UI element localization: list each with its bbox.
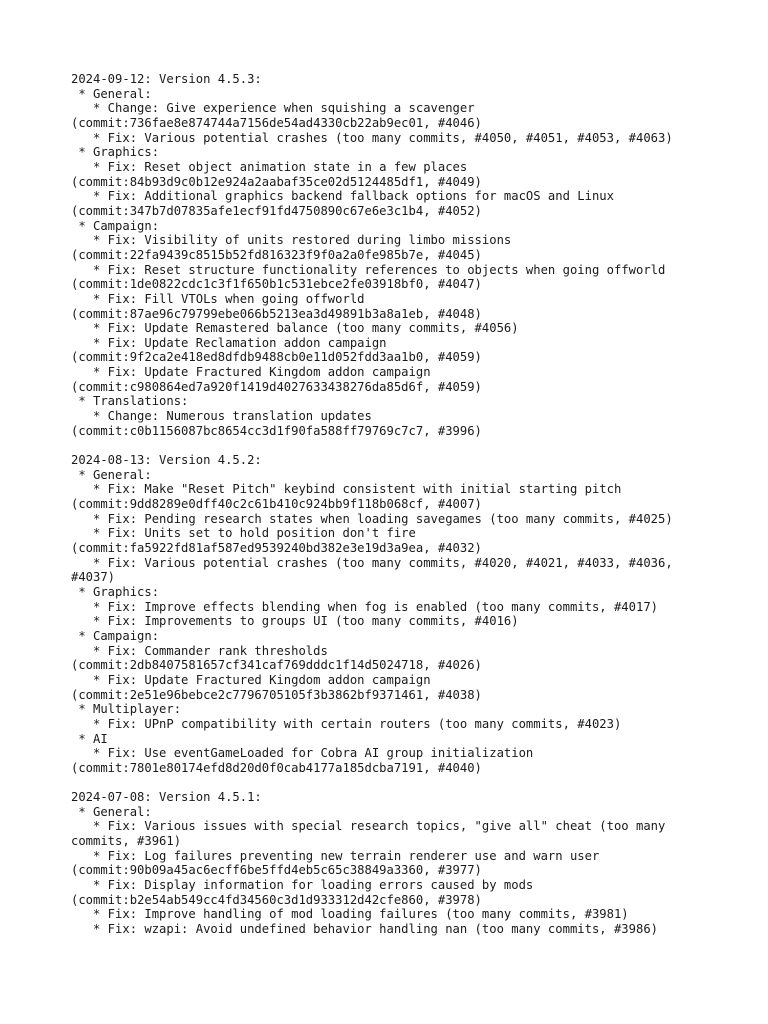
- release-heading: 2024-09-12: Version 4.5.3:: [71, 72, 262, 86]
- changelog-line: * General:: [71, 467, 152, 482]
- changelog-line: * Fix: Various issues with special research topics, "give all" cheat (too many: [71, 819, 666, 834]
- changelog-line: * Campaign:: [71, 218, 160, 233]
- changelog-line: * Fix: Units set to hold position don't fire: [71, 526, 416, 541]
- changelog-line: * Fix: wzapi: Avoid undefined behavior handling nan (too many commits, #3986): [71, 922, 658, 937]
- release-heading: 2024-08-13: Version 4.5.2:: [71, 453, 262, 468]
- changelog-line: (commit:84b93d9c0b12e924a2aabaf35ce02d5124485df1, #4049): [71, 174, 482, 189]
- changelog-line: * Fix: Make "Reset Pitch" keybind consistent with initial starting pitch: [71, 482, 622, 497]
- release-block: [71, 72, 751, 438]
- changelog-line: * Fix: Improve effects blending when fog is enabled (too many commits, #4017): [71, 599, 658, 614]
- changelog-line: * Fix: Use eventGameLoaded for Cobra AI group initialization: [71, 746, 534, 761]
- changelog-line: * Fix: Reset object animation state in a few places: [71, 159, 468, 174]
- changelog-line: * Fix: Pending research states when loading savegames (too many commits, #4025): [71, 511, 673, 526]
- changelog-line: (commit:fa5922fd81af587ed9539240bd382e3e19d3a9ea, #4032): [71, 540, 482, 555]
- changelog-line: * Fix: Reset structure functionality references to objects when going offworld: [71, 262, 666, 277]
- changelog-line: (commit:7801e80174efd8d20d0f0cab4177a185dcba7191, #4040): [71, 760, 482, 775]
- release-block: [71, 790, 751, 937]
- changelog-line: * Fix: Visibility of units restored during limbo missions: [71, 233, 512, 248]
- changelog-line: * Fix: Update Fractured Kingdom addon campaign: [71, 365, 431, 380]
- changelog-line: * Campaign:: [71, 628, 160, 643]
- release-block: [71, 453, 751, 775]
- changelog-line: (commit:87ae96c79799ebe066b5213ea3d49891b3a8a1eb, #4048): [71, 306, 482, 321]
- changelog-line: * AI: [71, 731, 108, 746]
- changelog-line: (commit:b2e54ab549cc4fd34560c3d1d933312d42cfe860, #3978): [71, 892, 482, 907]
- changelog-line: * Translations:: [71, 394, 189, 409]
- changelog-line: (commit:9f2ca2e418ed8dfdb9488cb0e11d052fdd3aa1b0, #4059): [71, 350, 482, 365]
- changelog-line: (commit:22fa9439c8515b52fd816323f9f0a2a0fe985b7e, #4045): [71, 247, 482, 262]
- changelog-line: * General:: [71, 804, 152, 819]
- changelog-line: (commit:2e51e96bebce2c7796705105f3b3862bf9371461, #4038): [71, 687, 482, 702]
- changelog-line: * Fix: Improve handling of mod loading failures (too many commits, #3981): [71, 907, 629, 922]
- changelog-line: * Fix: Commander rank thresholds: [71, 643, 328, 658]
- changelog-line: * Fix: Log failures preventing new terrain renderer use and warn user: [71, 848, 600, 863]
- changelog-document: [71, 72, 751, 951]
- changelog-line: (commit:90b09a45ac6ecff6be5ffd4eb5c65c38849a3360, #3977): [71, 863, 482, 878]
- changelog-line: (commit:347b7d07835afe1ecf91fd4750890c67e6e3c1b4, #4052): [71, 203, 482, 218]
- changelog-line: * Fix: Update Reclamation addon campaign: [71, 335, 387, 350]
- changelog-line: (commit:2db8407581657cf341caf769dddc1f14d5024718, #4026): [71, 658, 482, 673]
- changelog-line: * Fix: Various potential crashes (too many commits, #4050, #4051, #4053, #4063): [71, 130, 673, 145]
- changelog-line: * Fix: Update Remastered balance (too many commits, #4056): [71, 321, 519, 336]
- changelog-line: * Change: Give experience when squishing a scavenger: [71, 101, 475, 116]
- changelog-line: * Fix: Various potential crashes (too many commits, #4020, #4021, #4033, #4036,: [71, 555, 673, 570]
- changelog-line: #4037): [71, 570, 116, 585]
- changelog-line: * Fix: Additional graphics backend fallback options for macOS and Linux: [71, 189, 614, 204]
- changelog-line: (commit:736fae8e874744a7156de54ad4330cb22ab9ec01, #4046): [71, 115, 482, 130]
- changelog-line: * General:: [71, 86, 152, 101]
- changelog-line: (commit:c980864ed7a920f1419d4027633438276da85d6f, #4059): [71, 379, 482, 394]
- release-heading: 2024-07-08: Version 4.5.1:: [71, 790, 262, 805]
- changelog-line: * Fix: UPnP compatibility with certain routers (too many commits, #4023): [71, 716, 622, 731]
- changelog-line: * Graphics:: [71, 145, 160, 160]
- changelog-line: (commit:c0b1156087bc8654cc3d1f90fa588ff79769c7c7, #3996): [71, 423, 482, 438]
- changelog-line: (commit:9dd8289e0dff40c2c61b410c924bb9f118b068cf, #4007): [71, 497, 482, 512]
- changelog-line: * Fix: Update Fractured Kingdom addon campaign: [71, 672, 431, 687]
- changelog-line: commits, #3961): [71, 834, 182, 849]
- changelog-line: * Change: Numerous translation updates: [71, 409, 372, 424]
- changelog-line: * Fix: Improvements to groups UI (too many commits, #4016): [71, 614, 519, 629]
- changelog-line: (commit:1de0822cdc1c3f1f650b1c531ebce2fe03918bf0, #4047): [71, 277, 482, 292]
- changelog-line: * Graphics:: [71, 584, 160, 599]
- changelog-line: * Multiplayer:: [71, 702, 182, 717]
- changelog-line: * Fix: Display information for loading errors caused by mods: [71, 878, 534, 893]
- changelog-line: * Fix: Fill VTOLs when going offworld: [71, 291, 365, 306]
